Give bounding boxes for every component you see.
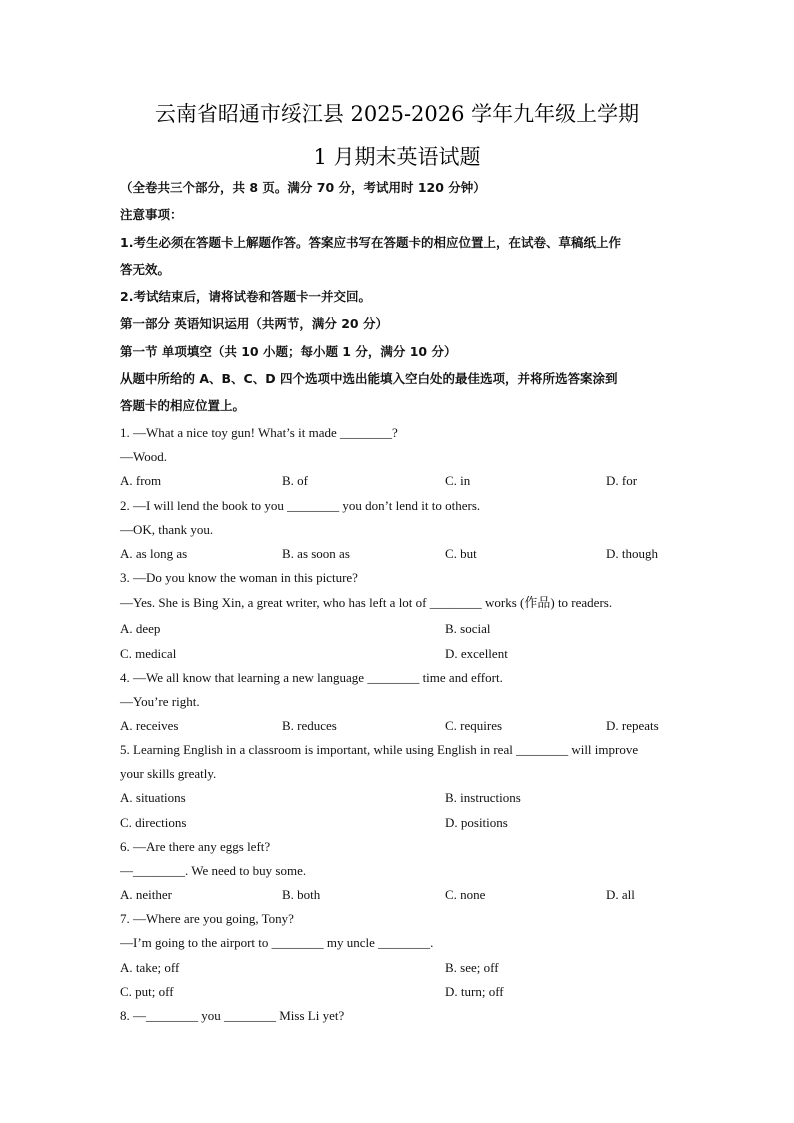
instructions-cont: 答题卡的相应位置上。 [120,398,246,413]
question-8-stem: 8. —________ you ________ Miss Li yet? [120,1008,345,1023]
question-6-reply: —________. We need to buy some. [120,863,307,878]
question-3-reply: —Yes. She is Bing Xin, a great writer, who has left a lot of ________ works (作品) to readers. [120,595,613,610]
question-4-option-c: C. requires [445,718,503,733]
part-heading: 第一部分 英语知识运用（共两节，满分 20 分） [120,316,388,331]
question-6-option-c: C. none [445,887,486,902]
question-1-reply: —Wood. [120,449,167,464]
question-7-option-b: B. see; off [445,960,499,975]
question-2-option-a: A. as long as [120,546,188,561]
notice-heading: 注意事项： [120,207,183,222]
instructions: 从题中所给的 A、B、C、D 四个选项中选出能填入空白处的最佳选项，并将所选答案涂到 [120,371,618,386]
question-2-stem: 2. —I will lend the book to you ________ you don’t lend it to others. [120,498,481,513]
question-3-option-b: B. social [445,621,491,636]
question-1-option-d: D. for [606,473,638,488]
question-7-option-c: C. put; off [120,984,174,999]
question-6-option-a: A. neither [120,887,172,902]
question-4-reply: —You’re right. [120,694,200,709]
notice-item-2: 2.考试结束后，请将试卷和答题卡一并交回。 [120,289,371,304]
question-5-option-b: B. instructions [445,790,521,805]
question-1-option-c: C. in [445,473,471,488]
question-7-reply: —I’m going to the airport to ________ my uncle ________. [120,935,434,950]
question-6-option-d: D. all [606,887,635,902]
question-6-stem: 6. —Are there any eggs left? [120,839,271,854]
section-heading: 第一节 单项填空（共 10 小题；每小题 1 分，满分 10 分） [120,344,457,359]
question-1-option-a: A. from [120,473,162,488]
question-4-option-d: D. repeats [606,718,659,733]
question-5-option-a: A. situations [120,790,186,805]
question-2-option-c: C. but [445,546,477,561]
question-7-stem: 7. —Where are you going, Tony? [120,911,294,926]
question-5-option-c: C. directions [120,815,187,830]
question-4-stem: 4. —We all know that learning a new language ________ time and effort. [120,670,503,685]
question-3-option-d: D. excellent [445,646,508,661]
notice-item-1-cont: 答无效。 [120,262,171,277]
question-4-option-a: A. receives [120,718,179,733]
exam-title-line2: 1 月期末英语试题 [313,145,481,169]
question-1-stem: 1. —What a nice toy gun! What’s it made ________? [120,425,398,440]
question-7-option-a: A. take; off [120,960,180,975]
question-5-stem: 5. Learning English in a classroom is important, while using English in real ________ will improve [120,742,639,757]
notice-item-1: 1.考生必须在答题卡上解题作答。答案应书写在答题卡的相应位置上，在试卷、草稿纸上作 [120,235,621,250]
exam-title-line1: 云南省昭通市绥江县 2025-2026 学年九年级上学期 [154,102,640,126]
question-6-option-b: B. both [282,887,321,902]
question-2-reply: —OK, thank you. [120,522,214,537]
exam-note: （全卷共三个部分，共 8 页。满分 70 分，考试用时 120 分钟） [120,180,486,195]
question-2-option-b: B. as soon as [282,546,350,561]
question-3-stem: 3. —Do you know the woman in this picture? [120,570,358,585]
question-3-option-a: A. deep [120,621,161,636]
question-5-stem-cont: your skills greatly. [120,766,217,781]
question-1-option-b: B. of [282,473,308,488]
question-3-option-c: C. medical [120,646,177,661]
question-2-option-d: D. though [606,546,658,561]
question-4-option-b: B. reduces [282,718,337,733]
question-5-option-d: D. positions [445,815,508,830]
question-7-option-d: D. turn; off [445,984,504,999]
